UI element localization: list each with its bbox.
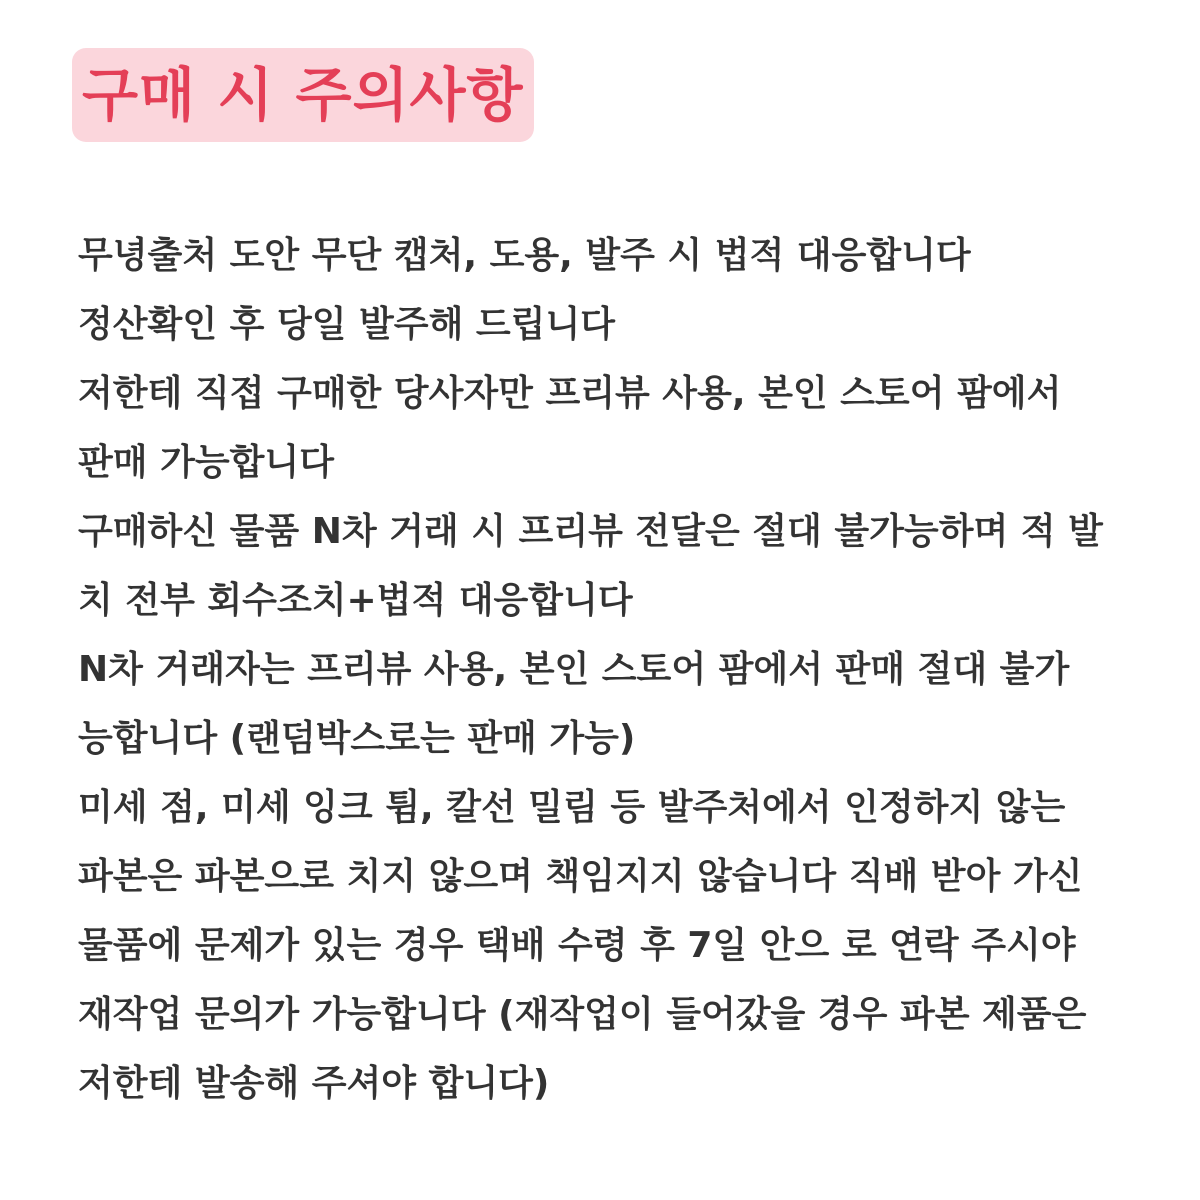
notice-line-3: 저한테 직접 구매한 당사자만 프리뷰 사용, 본인 스토어 팜에서 <box>78 373 1062 414</box>
notice-line-12: 재작업 문의가 가능합니다 (재작업이 들어갔을 경우 파본 제품은 <box>78 994 1087 1035</box>
title-highlight <box>72 48 534 142</box>
notice-line-2: 정산확인 후 당일 발주해 드립니다 <box>78 304 615 345</box>
notice-line-8: 능합니다 (랜덤박스로는 판매 가능) <box>78 718 636 759</box>
notice-line-5: 구매하신 물품 N차 거래 시 프리뷰 전달은 절대 불가능하며 적 발 <box>78 511 1103 552</box>
notice-line-1: 무녕출처 도안 무단 캡처, 도용, 발주 시 법적 대응합니다 <box>78 235 971 276</box>
notice-line-4: 판매 가능합니다 <box>78 442 334 483</box>
notice-line-9: 미세 점, 미세 잉크 튐, 칼선 밀림 등 발주처에서 인정하지 않는 <box>78 787 1066 828</box>
notice-line-10: 파본은 파본으로 치지 않으며 책임지지 않습니다 직배 받아 가신 <box>78 856 1083 897</box>
notice-line-7: N차 거래자는 프리뷰 사용, 본인 스토어 팜에서 판매 절대 불가 <box>78 649 1070 690</box>
page-title: 구매 시 주의사항 <box>82 61 524 129</box>
notice-line-6: 치 전부 회수조치+법적 대응합니다 <box>78 580 633 621</box>
notice-list <box>78 221 1142 1118</box>
notice-line-13: 저한테 발송해 주셔야 합니다) <box>78 1063 550 1104</box>
notice-line-11: 물품에 문제가 있는 경우 택배 수령 후 7일 안으 로 연락 주시야 <box>78 925 1076 966</box>
